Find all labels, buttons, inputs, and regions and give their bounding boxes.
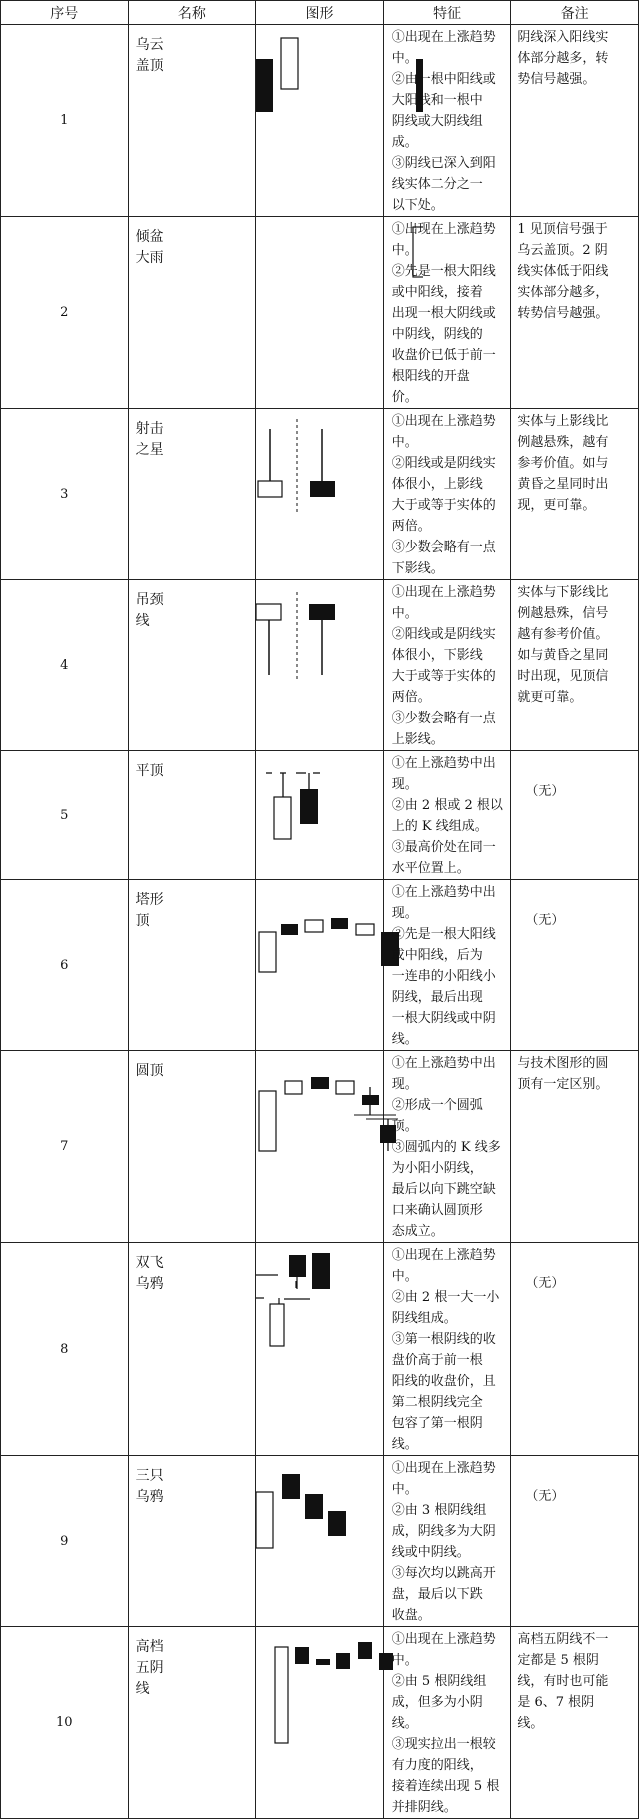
feature-text: ①出现在上涨趋势中。 ②由一根中阳线或大阳线和一根中 阴线或大阴线组成。 ③阴线已深入到阳线实体二分之一 以下处。 — [383, 25, 511, 217]
row-number: 10 — [1, 1627, 129, 1819]
table-row — [1, 409, 639, 580]
note-text: （无） — [511, 880, 639, 1051]
candle-white — [259, 1091, 276, 1151]
row-number: 6 — [1, 880, 129, 1051]
pattern-figure — [256, 751, 384, 880]
candle-black — [358, 1642, 372, 1659]
pattern-name: 乌云 盖顶 — [128, 25, 256, 217]
candle-white — [285, 1081, 302, 1094]
feature-text: ①出现在上涨趋势中。 ②由 2 根一大一小阴线组成。 ③第一根阴线的收盘价高于前一根 阳线的收盘价，且第二根阴线完全 包容了第一根阴线。 — [383, 1243, 511, 1456]
row-number: 4 — [1, 580, 129, 751]
feature-text: ①出现在上涨趋势中。 ②阳线或是阴线实体很小，上影线 大于或等于实体的两倍。 ③少数会略有一点下影线。 — [383, 409, 511, 580]
feature-text: ①出现在上涨趋势中。 ②先是一根大阳线或中阳线，接着 出现一根大阴线或中阴线，阴线的 收盘价已低于前一根阳线的开盘 价。 — [383, 217, 511, 409]
header-feature: 特征 — [383, 1, 511, 25]
pattern-figure — [256, 217, 384, 409]
row-number: 2 — [1, 217, 129, 409]
row-number: 9 — [1, 1456, 129, 1627]
candle-black — [336, 1653, 350, 1669]
candle-white — [270, 1304, 284, 1346]
pattern-name: 吊颈 线 — [128, 580, 256, 751]
pattern-name: 倾盆 大雨 — [128, 217, 256, 409]
row-number: 5 — [1, 751, 129, 880]
table-row — [1, 1243, 639, 1456]
candle-black — [281, 924, 298, 935]
candle-black — [310, 481, 335, 497]
table-row — [1, 217, 639, 409]
pattern-figure — [256, 580, 384, 751]
pattern-figure — [256, 880, 384, 1051]
header-name: 名称 — [128, 1, 256, 25]
candle-black — [311, 1077, 329, 1089]
header-note: 备注 — [511, 1, 639, 25]
candle-white — [356, 924, 374, 935]
candle-black — [328, 1511, 346, 1536]
pattern-figure — [256, 1243, 384, 1456]
note-text: 高档五阴线不一 定都是 5 根阴 线，有时也可能 是 6、7 根阴 线。 — [511, 1627, 639, 1819]
candle-white — [281, 38, 298, 89]
pattern-name: 平顶 — [128, 751, 256, 880]
note-text: （无） — [511, 751, 639, 880]
row-number: 1 — [1, 25, 129, 217]
feature-text: ①在上涨趋势中出现。 ②由 2 根或 2 根以上的 K 线组成。 ③最高价处在同一水平位置上。 — [383, 751, 511, 880]
candle-black — [312, 1253, 330, 1289]
note-text: 阴线深入阳线实 体部分越多，转 势信号越强。 — [511, 25, 639, 217]
pattern-name: 圆顶 — [128, 1051, 256, 1243]
header-row — [1, 1, 639, 25]
candle-black — [289, 1255, 306, 1277]
header-no: 序号 — [1, 1, 129, 25]
row-number: 8 — [1, 1243, 129, 1456]
candle-white — [275, 1647, 288, 1743]
note-text: 实体与下影线比 例越悬殊，信号 越有参考价值。 如与黄昏之星同 时出现，见顶信 就更可靠。 — [511, 580, 639, 751]
candle-black — [300, 789, 318, 824]
pattern-figure — [256, 409, 384, 580]
note-text: 与技术图形的圆 顶有一定区别。 — [511, 1051, 639, 1243]
pattern-name: 双飞 乌鸦 — [128, 1243, 256, 1456]
table-row — [1, 580, 639, 751]
pattern-name: 塔形 顶 — [128, 880, 256, 1051]
candle-black — [282, 1474, 300, 1499]
candle-black — [309, 604, 335, 620]
candle-white — [256, 604, 281, 620]
row-number: 7 — [1, 1051, 129, 1243]
pattern-figure — [256, 1051, 384, 1243]
note-text: （无） — [511, 1243, 639, 1456]
table-row — [1, 1051, 639, 1243]
table-row — [1, 880, 639, 1051]
candle-black — [295, 1647, 309, 1664]
candle-black — [316, 1659, 330, 1665]
pattern-name: 射击 之星 — [128, 409, 256, 580]
row-number: 3 — [1, 409, 129, 580]
table-row — [1, 1456, 639, 1627]
pattern-name: 高档 五阴 线 — [128, 1627, 256, 1819]
header-figure: 图形 — [256, 1, 384, 25]
pattern-figure — [256, 1627, 384, 1819]
table-row — [1, 1627, 639, 1819]
candle-white — [336, 1081, 354, 1094]
feature-text: ①在上涨趋势中出现。 ②先是一根大阳线或中阳线，后为 一连串的小阳线小阴线，最后出现 一根大阴线或中阴线。 — [383, 880, 511, 1051]
candle-black — [331, 918, 348, 929]
feature-text: ①出现在上涨趋势中。 ②由 5 根阴线组成，但多为小阴 线。 ③现实拉出一根较有力度的阳线， 接着连续出现 5 根并排阴线。 — [383, 1627, 511, 1819]
pattern-figure — [256, 1456, 384, 1627]
candle-black — [362, 1095, 379, 1105]
candle-white — [274, 797, 291, 839]
pattern-name: 三只 乌鸦 — [128, 1456, 256, 1627]
table-row — [1, 751, 639, 880]
candle-black-body — [256, 59, 273, 112]
note-text: （无） — [511, 1456, 639, 1627]
note-text: 1 见顶信号强于 乌云盖顶。2 阴 线实体低于阳线 实体部分越多， 转势信号越强。 — [511, 217, 639, 409]
candle-white — [305, 920, 323, 932]
candle-white — [259, 932, 276, 972]
note-text: 实体与上影线比 例越悬殊，越有 参考价值。如与 黄昏之星同时出 现，更可靠。 — [511, 409, 639, 580]
table-row — [1, 25, 639, 217]
candle-white — [258, 481, 282, 497]
feature-text: ①出现在上涨趋势中。 ②由 3 根阴线组成，阴线多为大阴 线或中阴线。 ③每次均以跳高开盘，最后以下跌 收盘。 — [383, 1456, 511, 1627]
pattern-figure — [256, 25, 384, 217]
candle-white — [256, 1492, 273, 1548]
feature-text: ①在上涨趋势中出现。 ②形成一个圆弧顶。 ③圆弧内的 K 线多为小阳小阴线， 最后以向下跳空缺口来确认圆顶形 态成立。 — [383, 1051, 511, 1243]
feature-text: ①出现在上涨趋势中。 ②阳线或是阴线实体很小，下影线 大于或等于实体的两倍。 ③少数会略有一点上影线。 — [383, 580, 511, 751]
candle-black — [305, 1494, 323, 1519]
